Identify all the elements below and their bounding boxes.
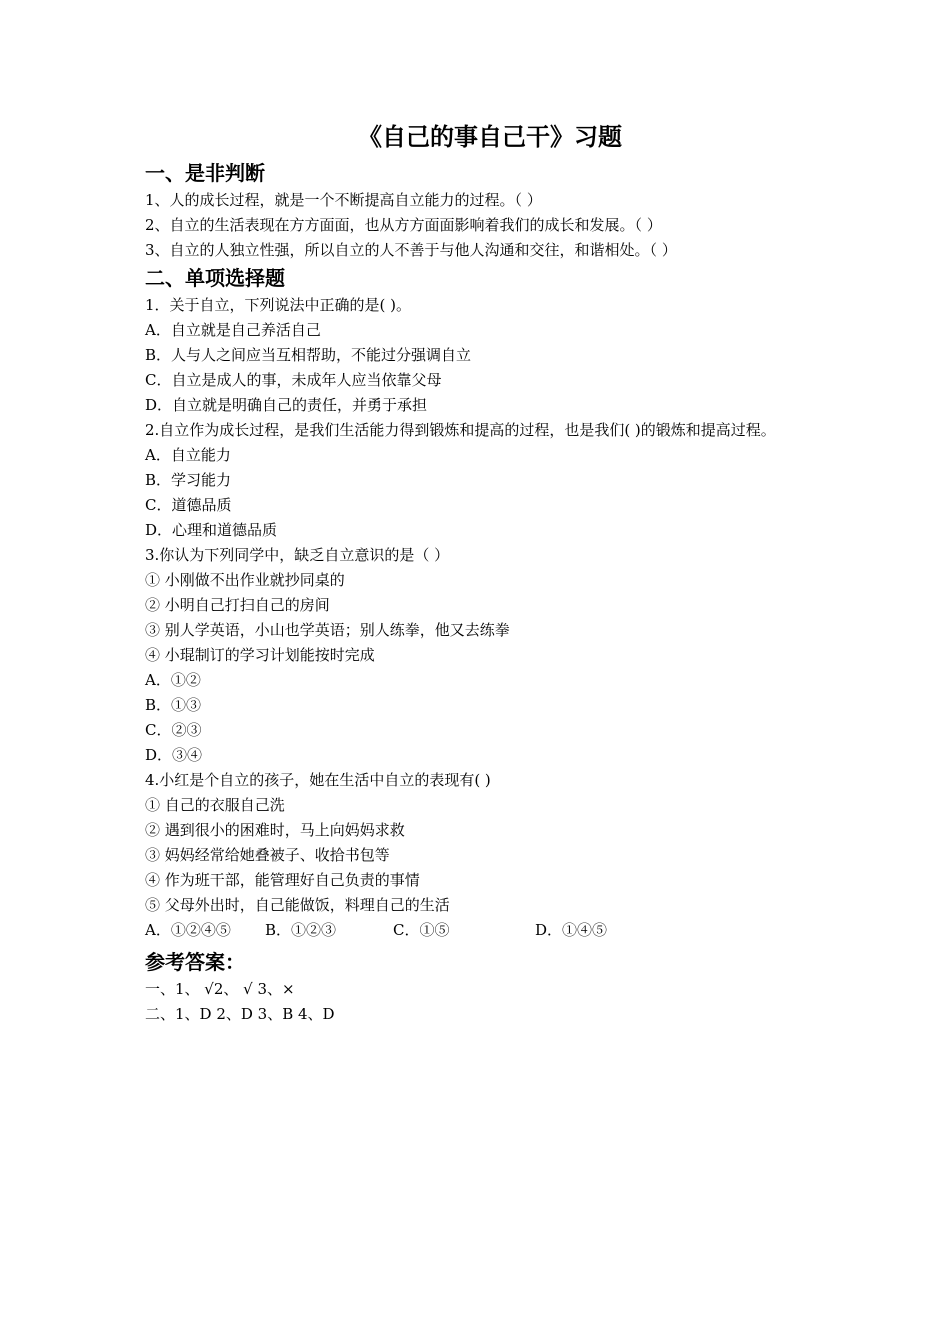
answers-heading: 参考答案：: [145, 950, 245, 974]
question-3-stem: 3.你认为下列同学中，缺乏自立意识的是（ ）: [145, 546, 450, 564]
question-3-statement: ④ 小琨制订的学习计划能按时完成: [145, 646, 375, 664]
question-2-option-c: C．道德品质: [145, 496, 232, 514]
section-heading-multiple-choice: 二、单项选择题: [145, 266, 285, 290]
question-2-option-d: D．心理和道德品质: [145, 521, 278, 539]
question-4-options-row: [145, 918, 825, 943]
question-4-statement: ⑤ 父母外出时，自己能做饭，料理自己的生活: [145, 896, 450, 914]
question-4-option-b: B．①②③: [265, 921, 337, 939]
document-title: 《自己的事自己干》习题: [358, 123, 622, 151]
question-4-option-a: A．①②④⑤: [145, 921, 231, 939]
question-4-stem: 4.小红是个自立的孩子，她在生活中自立的表现有( ): [145, 771, 491, 789]
question-1-option-c: C．自立是成人的事，未成年人应当依靠父母: [145, 371, 442, 389]
question-3-statement: ③ 别人学英语，小山也学英语；别人练拳，他又去练拳: [145, 621, 510, 639]
question-1-option-d: D．自立就是明确自己的责任，并勇于承担: [145, 396, 428, 414]
question-4-statement: ③ 妈妈经常给她叠被子、收拾书包等: [145, 846, 390, 864]
question-2-option-b: B．学习能力: [145, 471, 232, 489]
true-false-item: 2、自立的生活表现在方方面面，也从方方面面影响着我们的成长和发展。（ ）: [145, 216, 662, 234]
question-4-option-c: C．①⑤: [393, 921, 450, 939]
answers-line-2: 二、1、D 2、D 3、B 4、D: [145, 1005, 335, 1023]
question-3-option-b: B．①③: [145, 696, 202, 714]
question-1-option-a: A．自立就是自己养活自己: [145, 321, 321, 339]
document-page: [145, 118, 825, 1027]
question-2-option-a: A．自立能力: [145, 446, 231, 464]
true-false-item: 3、自立的人独立性强，所以自立的人不善于与他人沟通和交往，和谐相处。（ ）: [145, 241, 677, 259]
question-3-option-c: C．②③: [145, 721, 202, 739]
question-4-option-d: D．①④⑤: [535, 921, 608, 939]
question-3-option-d: D．③④: [145, 746, 203, 764]
question-3-statement: ① 小刚做不出作业就抄同桌的: [145, 571, 345, 589]
question-1-stem: 1．关于自立，下列说法中正确的是( )。: [145, 296, 412, 314]
question-3-statement: ② 小明自己打扫自己的房间: [145, 596, 330, 614]
true-false-item: 1、人的成长过程，就是一个不断提高自立能力的过程。（ ）: [145, 191, 542, 209]
answers-line-1: 一、1、 √2、 √ 3、×: [145, 980, 295, 998]
section-heading-true-false: 一、是非判断: [145, 161, 265, 185]
question-3-option-a: A．①②: [145, 671, 201, 689]
question-4-statement: ① 自己的衣服自己洗: [145, 796, 285, 814]
question-1-option-b: B．人与人之间应当互相帮助，不能过分强调自立: [145, 346, 472, 364]
question-4-statement: ④ 作为班干部，能管理好自己负责的事情: [145, 871, 420, 889]
question-4-statement: ② 遇到很小的困难时，马上向妈妈求救: [145, 821, 405, 839]
question-2-stem: 2.自立作为成长过程，是我们生活能力得到锻炼和提高的过程，也是我们( )的锻炼和提高过程。: [145, 421, 776, 439]
